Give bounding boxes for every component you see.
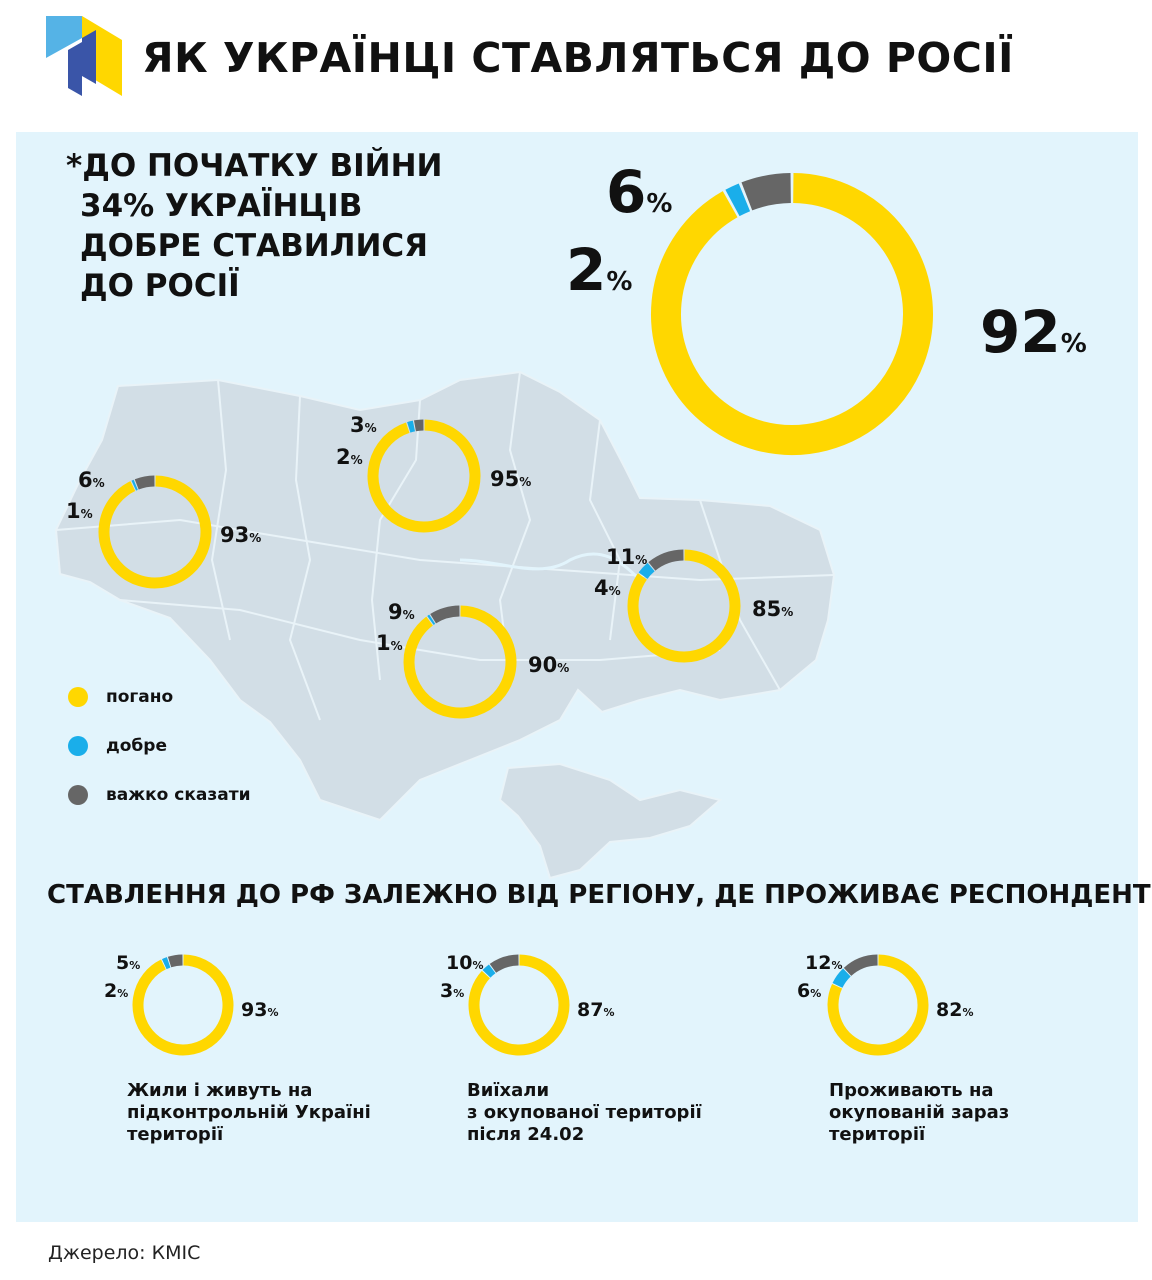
donut-value-label: 2%	[566, 236, 633, 304]
donut-segment-bad	[138, 960, 228, 1050]
donut-value-label: 5%	[116, 952, 141, 974]
donut-value-label: 93%	[220, 523, 262, 547]
donut-value-label: 12%	[805, 952, 843, 974]
legend-label: погано	[106, 687, 174, 707]
donut-segment-good	[430, 619, 432, 620]
legend-item-hard	[68, 784, 250, 806]
donut-value-label: 4%	[594, 576, 621, 600]
legend-item-good	[68, 735, 167, 757]
legend-label: добре	[106, 736, 167, 756]
donut-value-label: 1%	[376, 631, 403, 655]
donut-segment-bad	[666, 188, 918, 440]
donut-value-label: 95%	[490, 467, 532, 491]
donut-segment-good	[837, 973, 846, 986]
caption-line: території	[829, 1124, 926, 1145]
donut-value-label: 3%	[440, 980, 465, 1002]
note-line: ДОБРЕ СТАВИЛИСЯ	[80, 228, 429, 264]
caption-line: підконтрольній Україні	[127, 1102, 371, 1123]
donut-segment-hard	[170, 960, 183, 962]
note-line: *ДО ПОЧАТКУ ВІЙНИ	[66, 148, 443, 184]
legend-swatch-bad	[68, 687, 88, 707]
note-line: ДО РОСІЇ	[80, 268, 240, 304]
donut-value-label: 6%	[78, 468, 105, 492]
caption-line: Виїхали	[467, 1080, 550, 1101]
donut-segment-good	[134, 485, 136, 486]
donut-value-label: 2%	[336, 445, 363, 469]
caption-line: території	[127, 1124, 224, 1145]
donut-value-label: 10%	[446, 952, 484, 974]
donut-value-label: 11%	[606, 545, 648, 569]
donut-value-label: 6%	[797, 980, 822, 1002]
donut-segment-good	[643, 567, 651, 576]
legend-label: важко сказати	[106, 785, 251, 805]
donut-segment-hard	[137, 481, 155, 484]
caption-controlled	[127, 1080, 427, 1146]
donut-value-label: 87%	[577, 999, 615, 1021]
donut-segment-good	[409, 426, 414, 427]
donut-segment-good	[487, 969, 493, 974]
donut-value-label: 92%	[980, 298, 1087, 366]
donut-value-label: 6%	[606, 158, 673, 226]
note-line: 34% УКРАЇНЦІВ	[80, 188, 363, 224]
donut-segment-good	[732, 197, 744, 203]
caption-occupied	[829, 1080, 1129, 1146]
source-note: Джерело: КМІС	[48, 1242, 201, 1264]
caption-line: з окупованої території	[467, 1102, 702, 1123]
donut-segment-hard	[493, 960, 519, 968]
donut-value-label: 9%	[388, 600, 415, 624]
donut-segment-hard	[848, 960, 878, 972]
donut-segment-good	[164, 962, 168, 964]
donut-value-label: 90%	[528, 653, 570, 677]
donut-value-label: 2%	[104, 980, 129, 1002]
donut-segment-hard	[415, 425, 423, 426]
donut-value-label: 1%	[66, 499, 93, 523]
donut-value-label: 93%	[241, 999, 279, 1021]
caption-line: Проживають на	[829, 1080, 994, 1101]
caption-line: після 24.02	[467, 1124, 585, 1145]
legend-swatch-hard	[68, 785, 88, 805]
legend-item-bad	[68, 686, 173, 708]
donut-value-label: 3%	[350, 413, 377, 437]
caption-left-occupied	[467, 1080, 767, 1146]
donut-value-label: 85%	[752, 597, 794, 621]
caption-line: Жили і живуть на	[127, 1080, 313, 1101]
section-title: СТАВЛЕННЯ ДО РФ ЗАЛЕЖНО ВІД РЕГІОНУ, ДЕ ПРОЖИВАЄ РЕСПОНДЕНТ	[47, 880, 1151, 910]
caption-line: окупованій зараз	[829, 1102, 1010, 1123]
donut-value-label: 82%	[936, 999, 974, 1021]
prewar-note	[66, 146, 486, 306]
donut-segment-hard	[747, 188, 791, 196]
legend-swatch-good	[68, 736, 88, 756]
page-title: ЯК УКРАЇНЦІ СТАВЛЯТЬСЯ ДО РОСІЇ	[142, 34, 1014, 82]
